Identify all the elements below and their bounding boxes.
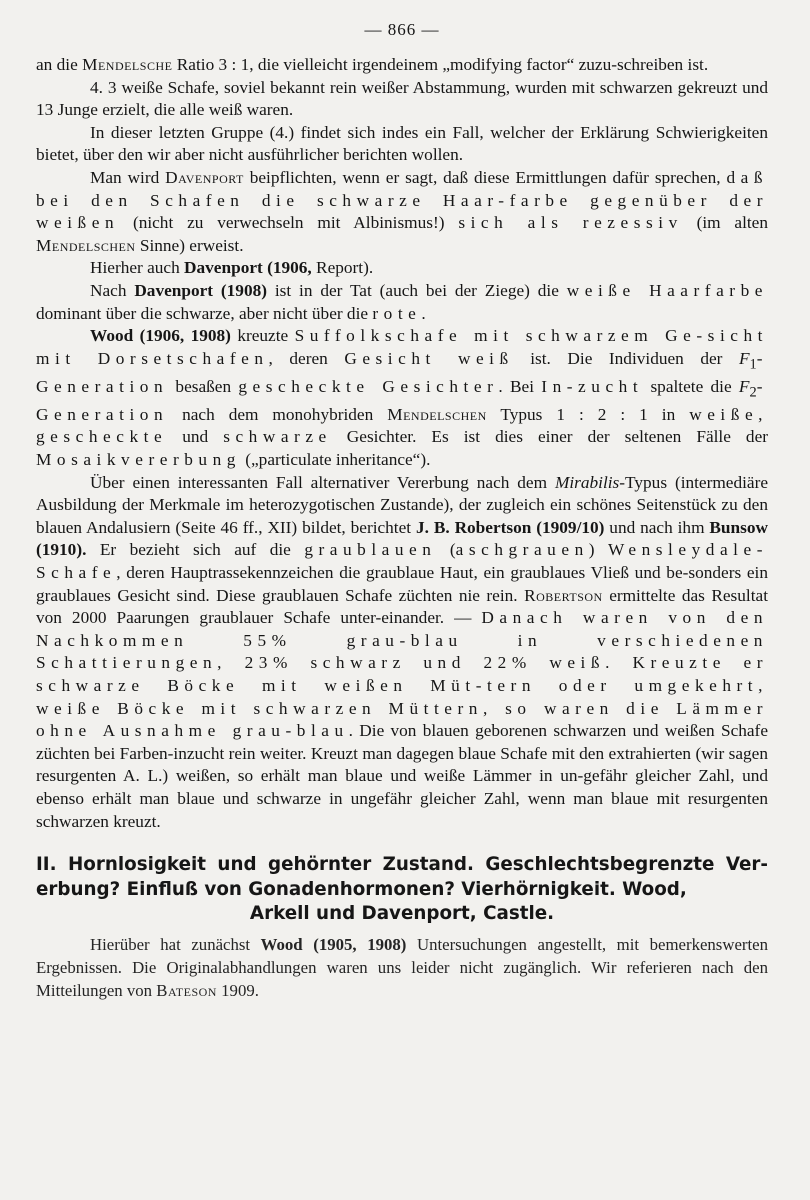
citation: J. B. Robertson (1909/10)	[415, 517, 605, 537]
text-run: ist in der Tat (auch bei der Ziege) die	[266, 280, 567, 300]
spaced-emphasis: gescheckte Gesichter	[238, 376, 499, 396]
paragraph-3: In dieser letzten Gruppe (4.) findet sich indes ein Fall, welcher der Erklärung Schwierigkeiten bietet, über den wir aber nicht ausführlicher berichten wollen.	[36, 122, 768, 165]
genus-name: Mirabilis-	[554, 472, 626, 492]
text-run: Typus 1 : 2 : 1 in	[486, 404, 690, 424]
text-run: dominant über die schwarze, aber nicht über die	[36, 303, 373, 323]
text-run: und	[167, 427, 224, 447]
citation: Wood (1905, 1908)	[260, 934, 407, 954]
math-symbol: F	[738, 376, 750, 396]
text-run: besaßen	[168, 376, 239, 396]
math-symbol: F	[738, 348, 750, 368]
text-run: Hierüber hat zunächst	[90, 934, 261, 954]
spaced-emphasis: -Generation	[36, 376, 768, 424]
paragraph-2: 4. 3 weiße Schafe, soviel bekannt rein weißer Abstammung, wurden mit schwarzen gekreuzt und 13 Junge erzielt, die alle weiß waren.	[36, 77, 768, 120]
spaced-emphasis: schwarze	[223, 427, 332, 447]
paragraph-1	[36, 54, 768, 77]
spaced-emphasis: rote	[372, 303, 422, 323]
author-name: Davenport	[165, 167, 244, 187]
spaced-emphasis: Suffolkschafe mit schwarzem Ge-sicht mit Dorsetschafen	[36, 326, 768, 368]
text-run: (	[436, 540, 456, 560]
text-run: kreuzte	[230, 326, 295, 346]
math-subscript: 2	[749, 384, 757, 401]
section-heading	[36, 853, 768, 927]
text-run: Untersuchungen angestellt, mit bemerkenswerten Ergebnissen. Die Originalabhandlungen waren uns leider nicht zugänglich. Wir referieren nach den Mitteilungen von	[36, 934, 768, 1000]
text-run: . Die von blauen geborenen schwarzen und weißen Schafe züchten bei Farben-inzucht rein weiter. Kreuzt man dagegen blaue Schafe mit den extrahierten (wir sagen resurgenten A. L.) weißen, so erhält man blaue und weiße Lämmer in un-gefähr gleicher Zahl, und ebenso erhält man blaue und schwarze in ungefähr gleicher Zahl, wenn man blaue mit resurgenten schwarzen kreuzt.	[36, 721, 768, 831]
text-run: Über einen interessanten Fall alternativer Vererbung nach dem	[90, 472, 555, 492]
text-run: ist. Die Individuen der	[513, 348, 739, 368]
paragraph-7	[36, 325, 768, 471]
text-run: Report).	[311, 258, 374, 278]
spaced-emphasis: Wensleydale-Schafe	[36, 540, 768, 582]
text-run: Hierher auch	[90, 258, 185, 278]
text-run: (im alten	[682, 213, 768, 233]
text-run: , deren	[268, 348, 345, 368]
spaced-emphasis: aschgrauen	[455, 540, 589, 560]
text-run: und nach ihm	[604, 517, 710, 537]
text-run: Sinne) erweist.	[135, 235, 244, 255]
citation: Wood (1906, 1908)	[90, 326, 231, 346]
text-run: Typus (intermediäre Ausbildung der Merkmale im heterozygotischen Zustande), der zugleich ein schönes Seitenstück zu den blauen Andalusiern (Seite 46 ff., XII) bildet, berichtet	[36, 472, 769, 537]
spaced-emphasis: Gesicht weiß	[344, 348, 514, 368]
text-run: beipflichten, wenn er sagt, daß diese Ermittlungen dafür sprechen,	[243, 167, 727, 187]
text-run: („particulate inheritance“).	[240, 450, 431, 469]
intro-paragraph	[36, 933, 768, 1002]
citation: Davenport (1908)	[134, 280, 267, 300]
text-run: Gesichter. Es ist dies einer der seltenen Fälle der	[331, 427, 768, 447]
text-run: 1909.	[216, 980, 259, 1000]
paragraph-8	[36, 472, 768, 834]
section-heading-last-line: Arkell und Davenport, Castle.	[249, 903, 555, 925]
text-run: Nach	[90, 280, 135, 300]
author-name: Bateson	[156, 980, 217, 1000]
spaced-emphasis: weiße Haarfarbe	[566, 280, 768, 300]
paragraph-5	[36, 257, 768, 280]
text-run: Man wird	[90, 167, 166, 187]
spaced-emphasis: sich als rezessiv	[458, 213, 683, 233]
text-run: an die	[36, 55, 83, 74]
math-subscript: 1	[749, 356, 757, 373]
paragraph-4	[36, 167, 768, 257]
text-run: Er bezieht sich auf die	[86, 540, 305, 560]
text-run: (nicht zu verwechseln mit Albinismus!)	[119, 213, 459, 233]
author-name: Mendelschen	[36, 235, 136, 255]
author-name: Mendelsche	[82, 55, 173, 74]
citation: Bunsow (1910).	[36, 517, 769, 560]
author-name: Robertson	[524, 585, 603, 605]
section-intro	[36, 933, 768, 1002]
text-run: .	[421, 303, 426, 323]
paragraph-6	[36, 280, 768, 325]
spaced-emphasis: weiße, gescheckte	[36, 404, 769, 447]
section-heading-main: II. Hornlosigkeit und gehörnter Zustand. Geschlechtsbegrenzte Ver-erbung? Einfluß von Gonadenhormonen? Vierhörnigkeit. Wood,	[36, 854, 768, 900]
text-run: ermittelte das Resultat von 2000 Paarungen graublauer Schafe unter-einander. —	[36, 585, 768, 628]
spaced-emphasis: Mosaikvererbung	[36, 450, 241, 469]
citation: Davenport (1906,	[184, 258, 312, 278]
text-run: Ratio 3 : 1, die vielleicht irgendeinem „modifying factor“ zuzu-schreiben ist.	[172, 55, 709, 74]
text-run: , deren Hauptrassekennzeichen die graublaue Haut, ein graublaues Vließ und be-sonders ein graublaues Gesicht sind. Diese graublauen Schafe züchten nie rein.	[36, 562, 768, 605]
text-run: . Bei	[498, 376, 542, 396]
text-run: )	[588, 540, 608, 560]
spaced-emphasis: In-zucht	[541, 376, 644, 396]
spaced-emphasis: graublauen	[304, 540, 437, 560]
body-text	[36, 54, 768, 833]
text-run: spaltete die	[643, 376, 739, 396]
page-number: — 866 —	[364, 20, 440, 39]
spaced-emphasis: daß bei den Schafen die schwarze Haar-farbe gegenüber der weißen	[36, 167, 769, 233]
author-name: Mendelschen	[387, 404, 487, 424]
text-run: nach dem monohybriden	[168, 404, 388, 424]
spaced-emphasis: Danach waren von den Nachkommen 55% grau-blau in verschiedenen Schattierungen, 23% schwarz und 22% weiß. Kreuzte er schwarze Böcke mit weißen Müt-tern oder umgekehrt, weiße Böcke mit schwarzen Müttern, so waren die Lämmer ohne Ausnahme grau-blau	[36, 608, 768, 741]
spaced-emphasis: -Generation	[36, 348, 768, 396]
